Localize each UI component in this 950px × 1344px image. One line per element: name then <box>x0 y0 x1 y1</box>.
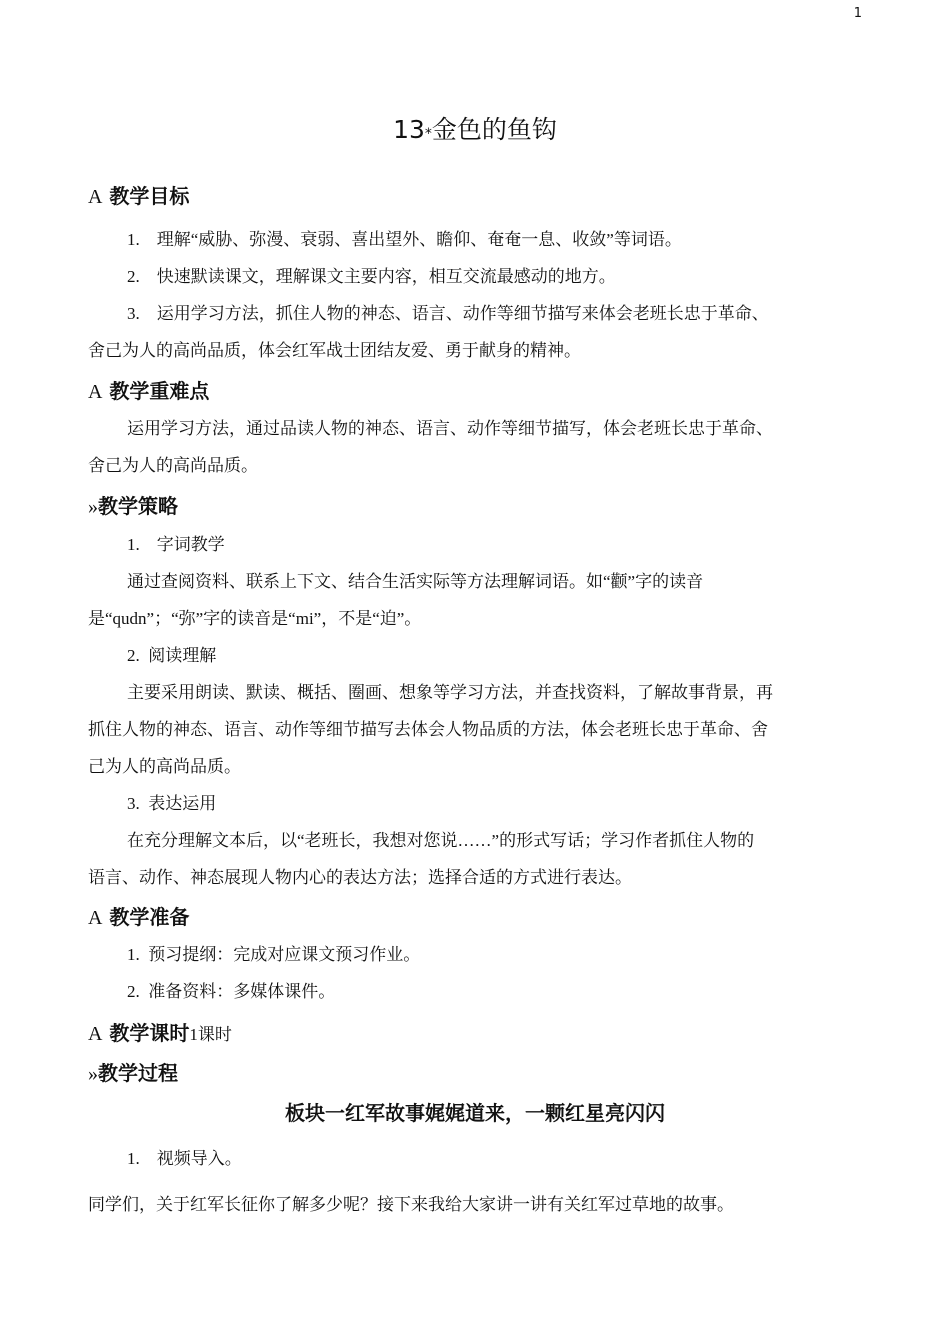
strategy-item-text: 己为人的高尚品质。 <box>88 757 241 776</box>
section-marker: A <box>88 381 103 403</box>
preparation-item: 1. 预习提纲：完成对应课文预习作业。 <box>127 945 421 964</box>
section-marker: A <box>88 1023 103 1045</box>
title-text: 金色的鱼钩 <box>431 115 557 144</box>
section-heading-text: 教学课时 <box>109 1021 190 1045</box>
section-marker: » <box>88 1063 98 1085</box>
section-heading-text: 教学策略 <box>98 494 178 518</box>
title-star: * <box>424 126 432 142</box>
strategy-item-text: 通过查阅资料、联系上下文、结合生活实际等方法理解词语。如“颧”字的读音 <box>127 572 704 591</box>
section-marker: A <box>88 907 103 929</box>
title-number: 13 <box>393 115 425 144</box>
block-title: 板块一红军故事娓娓道来，一颗红星亮闪闪 <box>285 1101 665 1125</box>
section-heading-text: 教学目标 <box>109 184 190 208</box>
process-item: 1. 视频导入。 <box>127 1149 242 1168</box>
strategy-item-title: 1. 字词教学 <box>127 535 225 554</box>
section-heading-goals <box>88 180 189 209</box>
section-heading-hours <box>88 1017 232 1046</box>
strategy-item-text: 主要采用朗读、默读、概括、圈画、想象等学习方法，并查找资料，了解故事背景，再 <box>127 683 773 702</box>
key-points-text: 舍己为人的高尚品质。 <box>88 456 258 475</box>
strategy-item-title: 2. 阅读理解 <box>127 646 217 665</box>
goal-item: 2. 快速默读课文，理解课文主要内容，相互交流最感动的地方。 <box>127 267 616 286</box>
page-number: 1 <box>853 6 862 21</box>
preparation-item: 2. 准备资料：多媒体课件。 <box>127 982 336 1001</box>
section-heading-strategy <box>88 490 178 519</box>
class-hours-value: 1课时 <box>189 1025 232 1044</box>
section-heading-key-points <box>88 375 209 404</box>
section-marker: » <box>88 496 98 518</box>
strategy-item-title: 3. 表达运用 <box>127 794 217 813</box>
section-heading-text: 教学过程 <box>98 1061 178 1085</box>
goal-item: 1. 理解“威胁、弥漫、衰弱、喜出望外、瞻仰、奄奄一息、收敛”等词语。 <box>127 230 682 249</box>
goal-item-continued: 舍己为人的高尚品质，体会红军战士团结友爱、勇于献身的精神。 <box>88 341 581 360</box>
page-title <box>0 110 950 146</box>
section-heading-text: 教学重难点 <box>109 379 210 403</box>
strategy-item-text: 语言、动作、神态展现人物内心的表达方法；选择合适的方式进行表达。 <box>88 868 632 887</box>
section-heading-text: 教学准备 <box>109 905 190 929</box>
process-intro-text: 同学们，关于红军长征你了解多少呢？接下来我给大家讲一讲有关红军过草地的故事。 <box>88 1195 734 1214</box>
section-marker: A <box>88 186 103 208</box>
strategy-item-text: 抓住人物的神态、语言、动作等细节描写去体会人物品质的方法，体会老班长忠于革命、舍 <box>88 720 768 739</box>
key-points-text: 运用学习方法，通过品读人物的神态、语言、动作等细节描写，体会老班长忠于革命、 <box>127 419 773 438</box>
strategy-item-text: 在充分理解文本后，以“老班长，我想对您说……”的形式写话；学习作者抓住人物的 <box>127 831 755 850</box>
section-heading-process <box>88 1057 178 1086</box>
strategy-item-text: 是“qudn”；“弥”字的读音是“mi”，不是“迫”。 <box>88 609 422 628</box>
goal-item: 3. 运用学习方法，抓住人物的神态、语言、动作等细节描写来体会老班长忠于革命、 <box>127 304 769 323</box>
section-heading-preparation <box>88 901 189 930</box>
